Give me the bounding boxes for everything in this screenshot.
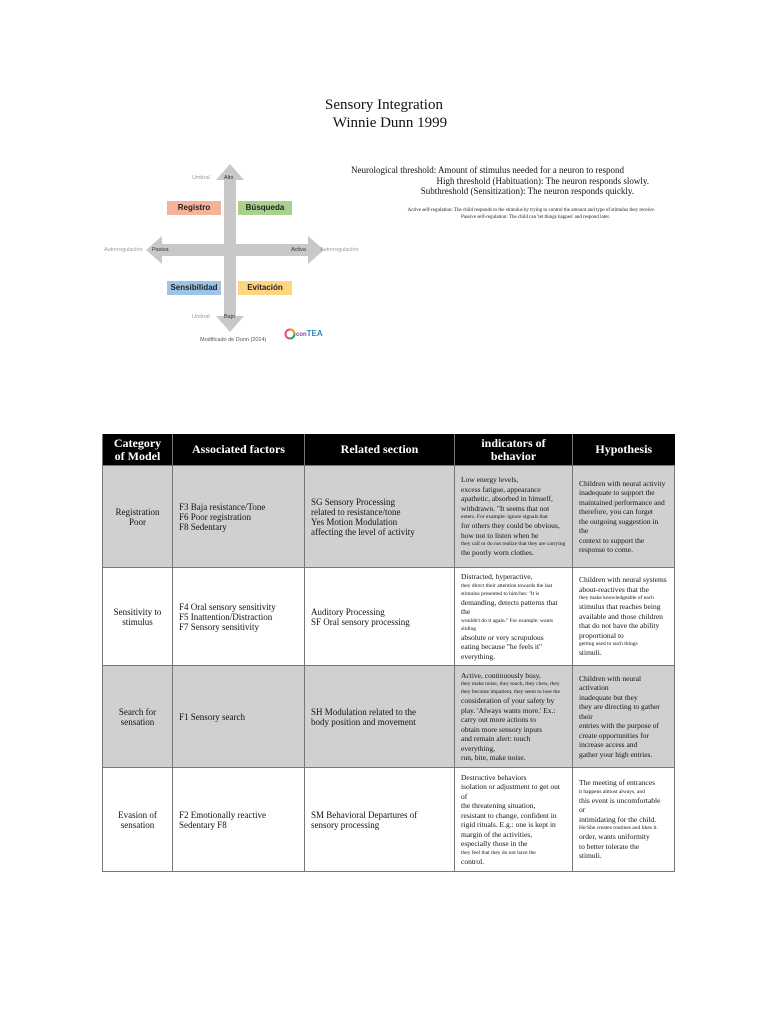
header-factors: Associated factors xyxy=(173,434,305,466)
cell-line: Search for xyxy=(118,706,157,717)
cell-line: Children with neural systems xyxy=(579,575,667,585)
cell-line: sensation xyxy=(120,819,155,830)
cell-line: increase access and xyxy=(579,740,638,750)
contea-logo: conTEA xyxy=(284,328,323,340)
cell-line: resistant to change, confident in xyxy=(461,810,557,820)
cell-section xyxy=(305,768,455,872)
cell-line: withdrawn. "It seems that not xyxy=(461,503,550,513)
cell-line: gather your high entries. xyxy=(579,749,653,759)
definition-threshold: Neurological threshold: Amount of stimulus needed for a neuron to respond xyxy=(351,165,624,175)
page-title: Sensory Integration xyxy=(325,97,443,113)
cell-line: sensory processing xyxy=(311,819,380,830)
cell-line: the threatening situation, xyxy=(461,801,536,811)
cell-hypothesis xyxy=(573,466,675,568)
cell-indicators xyxy=(455,568,573,666)
cell-category xyxy=(103,666,173,768)
umbral-top-label: Umbral xyxy=(192,175,210,181)
cell-line: obtain more sensory inputs xyxy=(461,724,543,734)
activa-label: Activa xyxy=(291,247,306,253)
cell-line: therefore, you can forget xyxy=(579,507,653,516)
cell-line: eating because "he feels it" xyxy=(461,642,543,651)
table-row xyxy=(103,768,675,872)
cell-line: Evasion of xyxy=(118,809,157,820)
pasiva-label: Pasiva xyxy=(152,247,169,253)
cell-indicators xyxy=(455,466,573,568)
cell-line: stimuli. xyxy=(579,648,602,658)
cell-line: SF Oral sensory processing xyxy=(311,616,410,627)
cell-factors xyxy=(173,666,305,768)
cell-line: getting used to such things xyxy=(579,641,638,648)
cell-line: Yes Motion Modulation xyxy=(311,516,398,527)
cell-line: F2 Emotionally reactive xyxy=(179,809,266,820)
cell-line: consideration of your safety by xyxy=(461,696,555,705)
page-subtitle: Winnie Dunn 1999 xyxy=(332,115,448,131)
cell-line: sensation xyxy=(120,716,155,727)
header-indicators: indicators of behavior xyxy=(455,434,573,466)
cell-line: Auditory Processing xyxy=(311,606,385,617)
cell-line: Children with neural activity xyxy=(579,478,666,488)
cell-line: apathetic, absorbed in himself, xyxy=(461,494,553,504)
cell-line: they make knowledgeable of each xyxy=(579,595,654,602)
cell-line: this event is uncomfortable or xyxy=(579,795,661,815)
cell-line: Active, continuously busy, xyxy=(461,670,541,680)
umbral-bottom-label: Umbral xyxy=(192,314,210,320)
cell-line: proportional to xyxy=(579,630,624,640)
cell-line: absolute or very scrupulous xyxy=(461,632,544,642)
cell-line: Children with neural activation xyxy=(579,673,642,693)
cell-line: Distracted, hyperactive, xyxy=(461,572,533,581)
cell-category xyxy=(103,768,173,872)
cell-line: create opportunities for xyxy=(579,730,649,740)
autoregulacion-left-label: Autorregulación xyxy=(104,247,143,253)
definition-active-regulation: Active self-regulation: The child responds to the stimulus by trying to control the amount and type of stimulus they receive. xyxy=(407,208,655,213)
table-row xyxy=(103,666,675,768)
header-category: Category of Model xyxy=(103,434,173,466)
contea-logo-text: TEA xyxy=(306,329,323,339)
cell-category xyxy=(103,466,173,568)
cell-line: F3 Baja resistance/Tone xyxy=(179,501,266,512)
quadrant-registro: Registro xyxy=(167,201,221,215)
cell-line: stimuli. xyxy=(579,851,602,861)
cell-line: stimulus that reaches being xyxy=(579,602,661,612)
cell-category xyxy=(103,568,173,666)
definition-subthreshold: Subthreshold (Sensitization): The neuron responds quickly. xyxy=(420,186,634,196)
quadrant-sensibilidad: Sensibilidad xyxy=(167,281,221,295)
contea-logo-icon xyxy=(284,328,296,340)
definition-passive-regulation: Passive self-regulation: The child can 'let things happen' and respond later. xyxy=(460,215,610,220)
cell-line: control. xyxy=(461,856,485,866)
cell-line: related to resistance/tone xyxy=(311,506,401,517)
cell-line: stimulus presented to him/her. "It is xyxy=(461,590,540,597)
cell-line: they call or do not realize that they are carrying xyxy=(461,541,566,548)
cell-line: He/She creates routines and likes it. xyxy=(579,825,658,832)
autoregulacion-right-label: Autorregulación xyxy=(320,247,359,253)
cell-line: margin of the activities, xyxy=(461,829,533,839)
cell-line: context to support the xyxy=(579,535,645,545)
cell-line: to better tolerate the xyxy=(579,841,640,851)
cell-line: inadequate to support the xyxy=(579,488,655,497)
cell-line: excess fatigue, appearance xyxy=(461,484,541,494)
cell-line: demanding, detects patterns that the xyxy=(461,597,558,616)
cell-line: run, bite, make noise. xyxy=(461,753,526,762)
cell-line: isolation or adjustment to get out of xyxy=(461,782,560,801)
cell-line: play. 'Always wants more.' Ex.: xyxy=(461,705,556,715)
cell-line: Low energy levels, xyxy=(461,475,519,485)
quadrant-evitacion: Evitación xyxy=(238,281,292,295)
cell-line: especially those in the xyxy=(461,839,528,849)
cell-line: maintained performance and xyxy=(579,497,665,507)
cell-line: they are directing to gather their xyxy=(579,702,660,721)
table-row xyxy=(103,568,675,666)
cell-section xyxy=(305,466,455,568)
cell-line: F6 Poor registration xyxy=(179,511,251,522)
cell-line: SH Modulation related to the xyxy=(311,706,416,717)
header-section: Related section xyxy=(305,434,455,466)
cell-line: rigid rituals. E.g.: one is kept in xyxy=(461,820,556,830)
cell-section xyxy=(305,666,455,768)
cell-line: for others they could be obvious, xyxy=(461,521,560,531)
cell-line: response to come. xyxy=(579,545,633,554)
cell-line: everything. xyxy=(461,651,495,661)
cell-line: they feel that they do not have the xyxy=(461,849,536,856)
cell-line: SG Sensory Processing xyxy=(311,496,396,507)
cell-line: stimulus xyxy=(122,616,153,627)
cell-factors xyxy=(173,568,305,666)
header-hypothesis: Hypothesis xyxy=(573,434,675,466)
cell-line: affecting the level of activity xyxy=(311,526,415,537)
quadrant-busqueda: Búsqueda xyxy=(238,201,292,215)
cell-hypothesis xyxy=(573,666,675,768)
cell-line: F8 Sedentary xyxy=(179,521,227,532)
alto-label: Alto xyxy=(224,175,234,181)
cell-line: carry out more actions to xyxy=(461,715,536,724)
sensory-model-table xyxy=(102,434,675,872)
cell-line: F1 Sensory search xyxy=(179,711,245,722)
cell-indicators xyxy=(455,666,573,768)
cell-line: the poorly worn clothes. xyxy=(461,548,534,558)
bajo-label: Bajo xyxy=(224,314,236,320)
cell-line: inadequate but they xyxy=(579,692,638,702)
cell-line: F4 Oral sensory sensitivity xyxy=(179,601,276,612)
cell-line: available and those children xyxy=(579,611,663,621)
cell-line: the outgoing suggestion in the xyxy=(579,516,659,535)
cell-line: intimidating for the child. xyxy=(579,814,657,824)
cell-line: how not to listen when he xyxy=(461,530,539,540)
cell-line: F7 Sensory sensitivity xyxy=(179,621,260,632)
cell-line: Sedentary F8 xyxy=(179,819,227,830)
cell-indicators xyxy=(455,768,573,872)
cell-line: they direct their attention towards the last xyxy=(461,582,553,589)
cell-factors xyxy=(173,466,305,568)
cell-line: Registration xyxy=(115,506,160,517)
cell-hypothesis xyxy=(573,568,675,666)
cell-line: F5 Inattention/Distraction xyxy=(179,611,273,622)
diagram-credit: Modificado de Dunn (2014) xyxy=(200,337,267,343)
cell-line: Sensitivity to xyxy=(113,606,162,617)
cell-hypothesis xyxy=(573,768,675,872)
cell-line: they make noise, they touch, they chew, they xyxy=(461,681,560,687)
table-header-row xyxy=(103,434,675,466)
definition-high-threshold: High threshold (Habituation): The neuron responds slowly. xyxy=(436,176,649,186)
cell-line: and remain alert: touch everything, xyxy=(461,734,531,753)
cell-line: wouldn't do it again." For example: wants sliding xyxy=(461,617,553,632)
cell-line: The meeting of entrances xyxy=(579,778,656,788)
cell-line: they become impatient, they seem to lose the xyxy=(461,689,560,695)
cell-section xyxy=(305,568,455,666)
cell-line: SM Behavioral Departures of xyxy=(311,809,418,820)
cell-line: Poor xyxy=(128,516,146,527)
cell-line: order, wants uniformity xyxy=(579,832,650,842)
cell-line: about-reactives that the xyxy=(579,584,649,594)
cell-line: enters. For example: ignore signals that xyxy=(461,514,548,521)
cell-line: that do not have the ability xyxy=(579,621,660,631)
cell-line: Destructive behaviors xyxy=(461,772,527,782)
cell-line: body position and movement xyxy=(311,716,416,727)
cell-line: it happens almost always, and xyxy=(579,788,645,795)
table-row xyxy=(103,466,675,568)
cell-line: entries with the purpose of xyxy=(579,721,659,731)
cell-factors xyxy=(173,768,305,872)
